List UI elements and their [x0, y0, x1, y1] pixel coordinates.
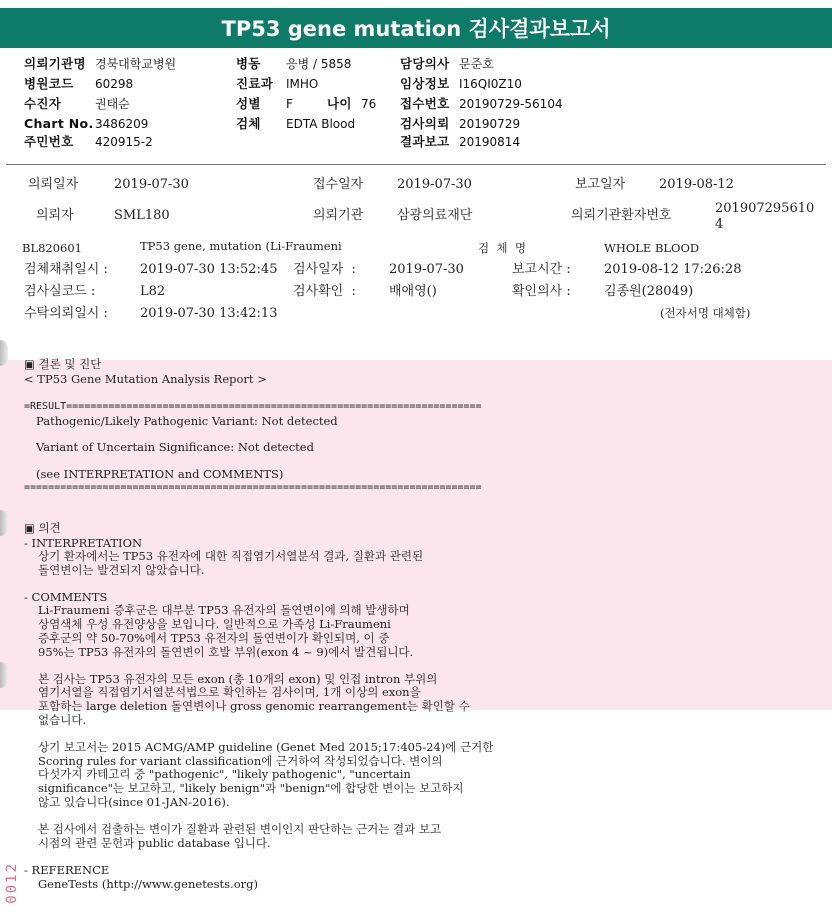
- reference-line: GeneTests (http://www.genetests.org): [38, 877, 258, 891]
- result-separator: =RESULT=====================================================================: [24, 401, 482, 412]
- receive-time-value: 2019-07-30 13:42:13: [140, 306, 278, 321]
- sex-value: F: [286, 97, 293, 111]
- patient-value: 권태순: [95, 97, 130, 111]
- specimen-type-value: EDTA Blood: [286, 117, 356, 131]
- collect-value: 2019-07-30 13:52:45: [140, 262, 278, 277]
- report-date: 2019-08-12: [659, 177, 734, 192]
- report-time-label: 보고시간 :: [512, 262, 571, 277]
- report-title: TP53 gene mutation 검사결과보고서: [0, 8, 832, 48]
- confirm-doctor-label: 확인의사 :: [512, 284, 571, 299]
- sex-label: 성별: [236, 96, 261, 111]
- report-date-label: 보고일자: [575, 177, 626, 192]
- analysis-report-title: < TP53 Gene Mutation Analysis Report >: [24, 372, 267, 386]
- comment-line: Scoring rules for variant classification에 근거하여 작성되었습니다. 변이의: [38, 754, 443, 768]
- result-report-value: 20190814: [459, 135, 521, 149]
- institution-label: 의뢰기관명: [24, 56, 86, 71]
- patient-header: [0, 52, 832, 164]
- comment-line: 상염색체 우성 유전양상을 보입니다. 일반적으로 가족성 Li-Fraumeni: [38, 617, 391, 631]
- comment-line: 증후군의 약 50-70%에서 TP53 유전자의 돌연변이가 확인되며, 이 중: [38, 631, 390, 645]
- result-report-label: 결과보고: [400, 134, 450, 149]
- receipt-date-label: 접수일자: [313, 177, 364, 192]
- specimen-value: WHOLE BLOOD: [604, 241, 700, 255]
- hospital-code-label: 병원코드: [24, 76, 74, 91]
- request-date-label: 의뢰일자: [28, 177, 79, 192]
- receipt-no-label: 접수번호: [400, 96, 450, 111]
- request-date: 2019-07-30: [114, 177, 189, 192]
- binder-hole: [0, 662, 8, 688]
- see-note: (see INTERPRETATION and COMMENTS): [36, 467, 284, 481]
- interpretation-heading: - INTERPRETATION: [24, 536, 143, 550]
- reference-heading: - REFERENCE: [24, 863, 110, 877]
- comments-heading: - COMMENTS: [24, 590, 108, 604]
- receipt-no-value: 20190729-56104: [459, 97, 563, 111]
- comment-line: 않고 있습니다(since 01-JAN-2016).: [38, 795, 230, 809]
- comment-line: Li-Fraumeni 증후군은 대부분 TP53 유전자의 돌연변이에 의해 발생하며: [38, 603, 410, 617]
- comment-line: 다섯가지 카테고리 중 "pathogenic", "likely pathogenic", "uncertain: [38, 767, 411, 781]
- chart-no-label: Chart No.: [24, 116, 94, 131]
- resident-no-value: 420915-2: [95, 135, 153, 149]
- institution-value: 경북대학교병원: [95, 57, 177, 71]
- test-date-value: 2019-07-30: [389, 262, 464, 277]
- vus-result: Variant of Uncertain Significance: Not detected: [36, 440, 314, 454]
- department-value: IMHO: [286, 77, 319, 91]
- receipt-date: 2019-07-30: [397, 177, 472, 192]
- test-date-label: 검사일자 :: [293, 262, 356, 277]
- conclusion-heading: ▣ 결론 및 진단: [24, 357, 102, 371]
- lab-code-value: L82: [140, 284, 166, 299]
- resident-no-label: 주민번호: [24, 134, 74, 149]
- report-time-value: 2019-08-12 17:26:28: [604, 262, 742, 277]
- patient-label: 수진자: [24, 96, 62, 111]
- comment-line: 95%는 TP53 유전자의 돌연변이 호발 부위(exon 4 ~ 9)에서 발견됩니다.: [38, 645, 414, 659]
- requester: SML180: [114, 208, 170, 223]
- comment-line: 상기 보고서는 2015 ACMG/AMP guideline (Genet Med 2015;17:405-24)에 근거한: [38, 740, 494, 754]
- comment-line: 본 검사에서 검출하는 변이가 질환과 관련된 변이인지 판단하는 근거는 결과 보고: [38, 822, 442, 836]
- clinical-info-value: I16QI0Z10: [459, 77, 522, 91]
- ward-value: 응병 / 5858: [286, 57, 352, 71]
- interpretation-line: 상기 환자에서는 TP53 유전자에 대한 직접염기서열분석 결과, 질환과 관련된: [38, 549, 424, 563]
- comment-line: 없습니다.: [38, 713, 87, 727]
- age-label: 나이: [327, 96, 352, 111]
- doctor-value: 문준호: [459, 57, 494, 71]
- comment-line: 본 검사는 TP53 유전자의 모든 exon (총 10개의 exon) 및 인접 intron 부위의: [38, 672, 438, 686]
- clinical-info-label: 임상정보: [400, 76, 450, 91]
- requester-label: 의뢰자: [36, 208, 74, 223]
- interpretation-line: 돌연변이는 발견되지 않았습니다.: [38, 563, 205, 577]
- collect-label: 검체채취일시 :: [24, 262, 108, 277]
- binder-hole: [0, 510, 8, 536]
- test-confirm-label: 검사확인 :: [293, 284, 356, 299]
- page-mark: 0012: [4, 862, 20, 904]
- test-code: BL820601: [22, 241, 82, 255]
- ward-label: 병동: [236, 56, 261, 71]
- inst-patient-no-2: 4: [715, 217, 724, 232]
- test-request-label: 검사의뢰: [400, 116, 450, 131]
- hospital-code-value: 60298: [95, 77, 134, 91]
- inst-patient-no-label: 의뢰기관환자번호: [571, 208, 672, 223]
- opinion-heading: ▣ 의견: [24, 521, 61, 535]
- comment-line: 포함하는 large deletion 돌연변이나 gross genomic rearrangement는 확인할 수: [38, 699, 470, 713]
- comment-line: 시점의 관련 문헌과 public database 입니다.: [38, 836, 271, 850]
- header-divider: [6, 164, 826, 165]
- chart-no-value: 3486209: [95, 117, 149, 131]
- comment-line: significance"는 보고하고, "likely benign"과 "benign"에 합당한 변이는 보고하지: [38, 781, 464, 795]
- department-label: 진료과: [236, 76, 274, 91]
- receive-time-label: 수탁의뢰일시 :: [24, 306, 108, 321]
- inst-patient-no-1: 201907295610: [715, 201, 815, 216]
- test-request-value: 20190729: [459, 117, 521, 131]
- institution-label-2: 의뢰기관: [313, 208, 364, 223]
- pathogenic-result: Pathogenic/Likely Pathogenic Variant: Not detected: [36, 414, 338, 428]
- specimen-label: 검 체 명: [478, 241, 526, 255]
- lab-code-label: 검사실코드 :: [24, 284, 96, 299]
- doctor-label: 담당의사: [400, 56, 450, 71]
- confirm-doctor-value: 김종원(28049): [604, 284, 694, 299]
- binder-hole: [0, 340, 8, 366]
- specimen-type-label: 검체: [236, 116, 261, 131]
- test-name: TP53 gene, mutation (Li-Fraumeni: [140, 239, 342, 253]
- test-confirm-value: 배애영(): [389, 284, 437, 299]
- end-separator: ============================================================================: [24, 482, 482, 493]
- institution-name: 삼광의료재단: [397, 208, 473, 223]
- comment-line: 염기서열을 직접염기서열분석법으로 확인하는 검사이며, 1개 이상의 exon을: [38, 685, 421, 699]
- signature-note: (전자서명 대체함): [660, 306, 751, 320]
- age-value: 76: [361, 97, 377, 111]
